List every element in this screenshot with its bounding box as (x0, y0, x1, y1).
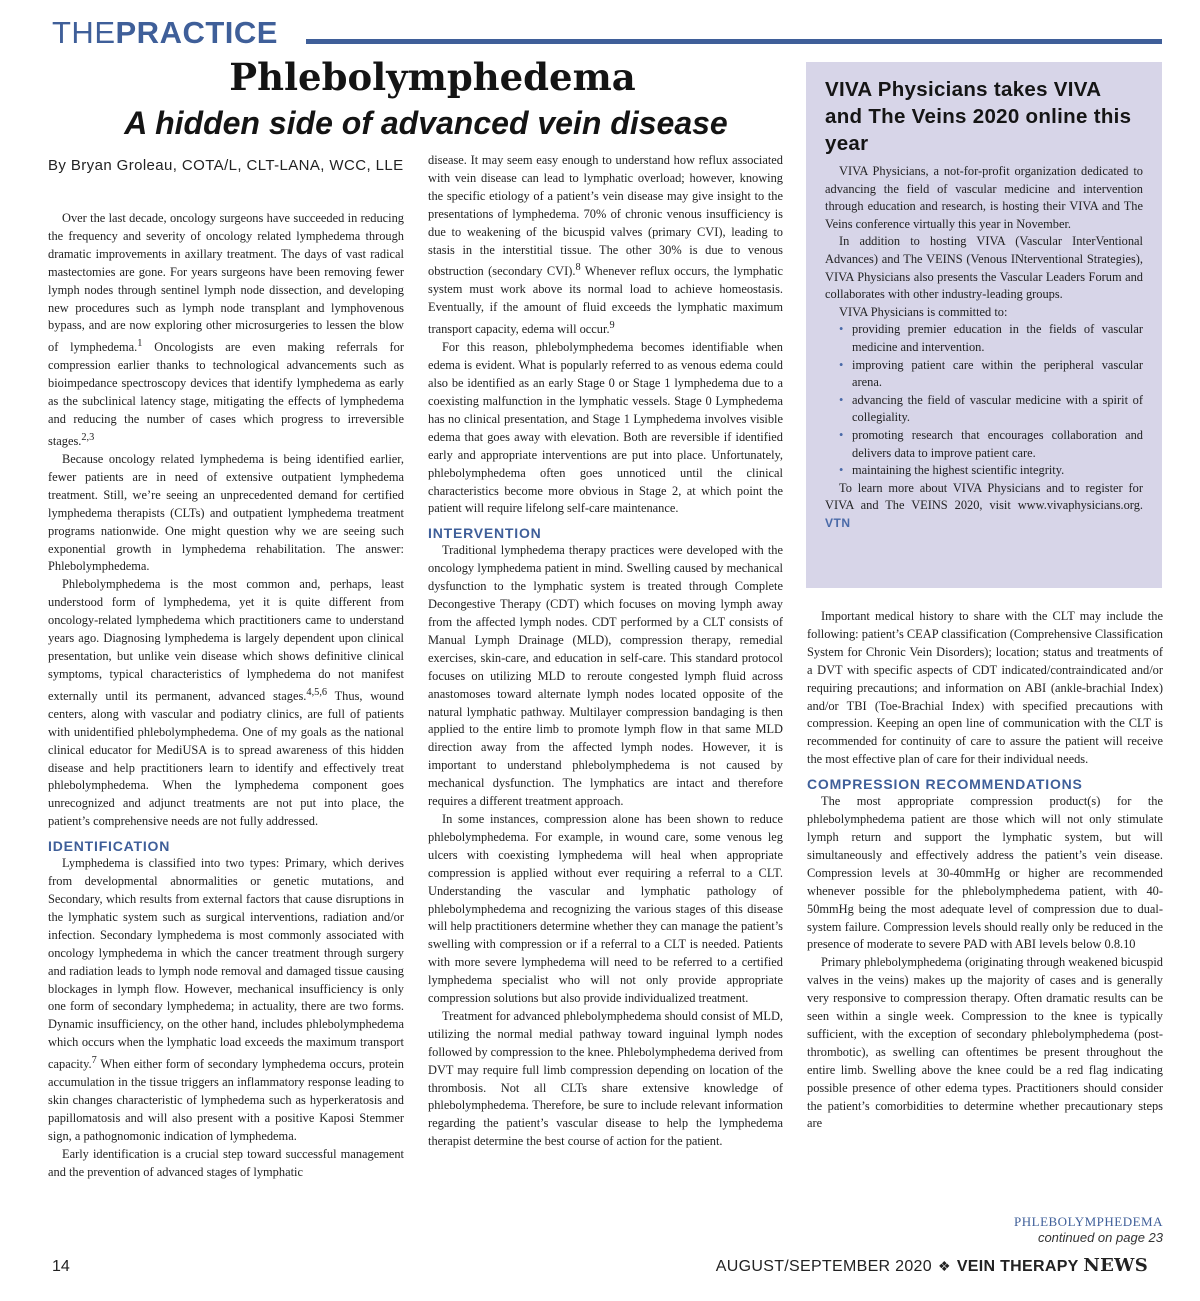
footnote-ref: 1 (137, 338, 143, 350)
header-rule (306, 39, 1162, 44)
continued-label: PHLEBOLYMPHEDEMA (1014, 1214, 1163, 1229)
list-item: • providing premier education in the fields of vascular medicine and intervention. (839, 321, 1143, 356)
column-1 (48, 210, 404, 1182)
page-number: 14 (52, 1258, 70, 1275)
text: Whenever reflux occurs, the lymphatic system must work above its normal load to achieve homeostasis. Eventually, if the amount of fluid exceeds the lymphatic maximum transport capacity, edema will occur. (428, 264, 783, 337)
text: To learn more about VIVA Physicians and to register for VIVA and The VEINS 2020, visit www.vivaphysicians.org. (825, 480, 1143, 513)
paragraph: The most appropriate compression product(s) for the phlebolymphedema patient are those which will not only stimulate lymph return and support the lymphatic system, but will simultaneously and effectively address the patient’s vein disease. Compression levels at 30-40mmHg or higher are recommended whenever possible for the phlebolymphedema patient, with 40-50mmHg being the most adequate level of compression due to dual-system failure. Compression levels should really only be reduced in the presence of moderate to severe PAD with ABI levels below 0.8.10 (807, 794, 1163, 952)
text: When either form of secondary lymphedema occurs, protein accumulation in the tissue triggers an inflammatory response leading to skin changes characteristic of lymphedema such as hyperkeratosis and papillomatosis and will also present with a positive Kaposi Stemmer sign, a pathognomonic indication of lymphedema. (48, 1057, 404, 1143)
list-item: • advancing the field of vascular medicine with a spirit of collegiality. (839, 392, 1143, 427)
paragraph: In some instances, compression alone has been shown to reduce phlebolymphedema. For example, in wound care, some venous leg ulcers with coexisting lymphedema will heal when appropriate compression is applied without ever requiring a referral to a CLT. Understanding the vascular and lymphatic pathology of phlebolymphedema and recognizing the various stages of this disease will help practitioners determine whether they can manage the patient’s swelling with compression or if a referral to a CLT is needed. Patients with more severe lymphedema will need to be referred to a certified lymphedema specialist who will not only provide appropriate compression solutions but also provide individualized treatment. (428, 811, 783, 1006)
footnote-ref: 7 (91, 1055, 97, 1067)
footnote-ref: 4,5,6 (306, 686, 328, 698)
heading-compression: COMPRESSION RECOMMENDATIONS (807, 776, 1083, 793)
paragraph (825, 480, 1143, 533)
footnote-ref: 2,3 (81, 432, 95, 443)
list-item: • promoting research that encourages collaboration and delivers data to improve patient care. (839, 427, 1143, 462)
list-item: • improving patient care within the peripheral vascular arena. (839, 357, 1143, 392)
sidebar-title: VIVA Physicians takes VIVA and The Veins 2020 online this year (825, 78, 1132, 155)
footer-issue (600, 1255, 1148, 1278)
paragraph: VIVA Physicians, a not-for-profit organization dedicated to advancing the field of vascular medicine and intervention through education and research, is hosting their VIVA and The Veins conference virtually this year in November. (825, 164, 1143, 231)
paragraph (428, 152, 783, 339)
paragraph: In addition to hosting VIVA (Vascular InterVentional Advances) and The VEINS (Venous INterventional Strategies), VIVA Physicians also presents the Vascular Leaders Forum and collaborates with other industry-leading groups. (825, 234, 1143, 302)
heading-intervention: INTERVENTION (428, 525, 542, 542)
list-item: • maintaining the highest scientific integrity. (839, 462, 1143, 480)
section-label (52, 14, 278, 52)
text: Lymphedema is classified into two types: Primary, which derives from developmental abnormalities or genetic mutations, and Secondary, which results from external factors that cause disruptions in the lymphatic system such as surgical interventions, radiation and/or infection. Secondary lymphedema is most commonly associated with oncology lymphedema in which the cancer treatment through surgery and radiation leads to lymph node removal and damaged tissue causing blockages in lymph flow. However, mechanical insufficiency is only one form of secondary lymphedema; in actuality, there are two forms. Dynamic insufficiency, on the other hand, includes phlebolymphedema which occurs when the lymphatic load exceeds the maximum transport capacity. (48, 856, 404, 1072)
commitment-list (839, 321, 1143, 479)
paragraph: Because oncology related lymphedema is being identified earlier, fewer patients are in need of extensive outpatient lymphedema treatment. Still, we’re seeing an unprecedented demand for certified lymphedema therapists (CLTs) and outpatient lymphedema treatment programs nationwide. One might question why we are seeing such exponential growth in lymphedema rehabilitation. The answer: Phlebolymphedema. (48, 452, 404, 574)
article-subtitle: A hidden side of advanced vein disease (124, 105, 728, 141)
paragraph: Traditional lymphedema therapy practices were developed with the oncology lymphedema patient in mind. Swelling caused by mechanical dysfunction to the lymphatic system is treated through Complete Decongestive Therapy (CDT) which focuses on moving lymph away from the affected lymph nodes. CDT performed by a CLT consists of Manual Lymph Drainage (MLD), compression therapy, remedial exercises, skin-care, and education in self-care. This standard protocol focuses on utilizing MLD to reroute congested lymph fluid across anastomoses toward alternate lymph nodes located opposite of the natural lymphatic pathway. Multilayer compression bandaging is then applied to the entire limb to promote lymph flow in that same MLD direction away from the affected lymph nodes. However, it is important to understand phlebolymphedema is not caused by mechanical dysfunction. The lymphatics are intact and therefore requires a different treatment approach. (428, 543, 783, 809)
sidebar-text (825, 163, 1143, 532)
publication-news: NEWS (1083, 1255, 1148, 1276)
heading-identification: IDENTIFICATION (48, 838, 171, 855)
footnote-ref: 9 (609, 320, 615, 332)
paragraph: Primary phlebolymphedema (originating through weakened bicuspid valves in the veins) makes up the majority of cases and is generally very responsive to compression therapy. Often dramatic results can be seen within a single week. Compression to the knee is typically sufficient, with the exception of secondary phlebolymphedema (post-thrombotic), as swelling can oftentimes be present throughout the entire limb. Swelling above the knee could be a red flag indicating possible presence of other edema types. Practitioners should consider the patient’s comorbidities to determine whether precautionary steps are (807, 955, 1163, 1131)
column-3 (807, 608, 1163, 1133)
text: Thus, wound centers, along with vascular and podiatry clinics, are full of patients with unidentified phlebolymphedema. One of my goals as the national clinical educator for MediUSA is to spread awareness of this hidden disease and help practitioners learn to identify and effectively treat phlebolymphedema. When the lymphedema component goes unrecognized and adjunct treatments are not put into place, the patient’s comprehensive needs are not fully addressed. (48, 688, 404, 829)
text: Oncologists are even making referrals for compression earlier thanks to technological advancements such as bioimpedance spectroscopy devices that identify lymphedema as early as the subclinical latency stage, mitigating the effects of lymphedema and reducing the number of cases which progress to irreversible stages. (48, 340, 404, 449)
paragraph (48, 210, 404, 451)
text: Over the last decade, oncology surgeons have succeeded in reducing the frequency and severity of oncology related lymphedema through dramatic improvements in axillary treatment. The days of vast radical mastectomies are gone. For years surgeons have been removing fewer lymph nodes through sentinel lymph node dissection, and developing new procedures such as lymph node transplant and lymphovenous bypass, and are now exploring other microsurgeries to lessen the blow of lymphedema. (48, 211, 404, 355)
paragraph (48, 576, 404, 831)
byline: By Bryan Groleau, COTA/L, CLT-LANA, WCC, LLE (48, 157, 404, 174)
paragraph: Important medical history to share with the CLT may include the following: patient’s CEAP classification (Comprehensive Classification System for Chronic Vein Disorders); location; status and treatments of a DVT with specific aspects of CDT indicated/contraindicated and/or requiring precautions; and information on ABI (ankle-brachial Index) and/or TBI (Toe-Brachial Index) with specified precautions with compression. Keeping an open line of communication with the CLT is recommended for continuity of care to assure the patient will receive the most effective plan of care for their individual needs. (807, 609, 1163, 767)
paragraph (48, 855, 404, 1146)
column-2 (428, 152, 783, 1151)
diamond-icon: ❖ (937, 1258, 951, 1274)
continued-text: continued on page 23 (1037, 1230, 1163, 1245)
section-label-practice: PRACTICE (115, 15, 278, 50)
paragraph: For this reason, phlebolymphedema becomes identifiable when edema is evident. What is popularly referred to as venous edema could also be identified as an early Stage 0 or Stage 1 lymphedema due to a coexisting malfunction in the lymphatic vessels. Stage 0 Lymphedema has no clinical presentation, and Stage 1 Lymphedema involves visible edema that goes away with elevation. Both are reversible if identified early and appropriate interventions are put into place. Unfortunately, phlebolymphedema often goes unnoticed until the clinical characteristics become more obvious in Stage 2, at which point the patient will require lifelong self-care maintenance. (428, 340, 783, 516)
issue-date: AUGUST/SEPTEMBER 2020 (715, 1258, 932, 1275)
text: disease. It may seem easy enough to understand how reflux associated with vein disease can lead to lymphatic overload; however, knowing the specific etiology of a patient’s vein disease may give insight to the presentations of lymphedema. 70% of chronic venous insufficiency is due to weakening of the bicuspid valves (primary CVI), leading to stasis in the interstitial tissue. The other 30% is due to venous obstruction (secondary CVI). (428, 153, 783, 279)
continued-note (900, 1214, 1163, 1246)
end-mark: VTN (825, 515, 851, 530)
publication-name: VEIN THERAPY (956, 1258, 1079, 1275)
paragraph: Treatment for advanced phlebolymphedema should consist of MLD, utilizing the normal medial pathway toward inguinal lymph nodes followed by compression to the knee. Phlebolymphedema derived from DVT may require full limb compression depending on location of the thrombosis. Not all CLTs share extensive knowledge of phlebolymphedema. Therefore, be sure to include relevant information regarding the patient’s vascular disease to help the lymphedema therapist determine the best course of action for the patient. (428, 1008, 783, 1149)
section-label-the: THE (52, 15, 116, 50)
text: Phlebolymphedema is the most common and, perhaps, least understood form of lymphedema, yet it is quite different from oncology-related lymphedema which practitioners came to understand years ago. Diagnosing lymphedema is largely dependent upon clinical presentation, but unlike vein disease which shows definitive clinical symptoms, typical characteristics of lymphedema do not manifest externally until its permanent, advanced stages. (48, 577, 404, 703)
article-title: Phlebolymphedema (229, 55, 636, 99)
sidebar-box (806, 62, 1162, 588)
footnote-ref: 8 (575, 262, 581, 274)
paragraph: Early identification is a crucial step toward successful management and the prevention of advanced stages of lymphatic (48, 1146, 404, 1179)
paragraph: VIVA Physicians is committed to: (839, 304, 1008, 319)
